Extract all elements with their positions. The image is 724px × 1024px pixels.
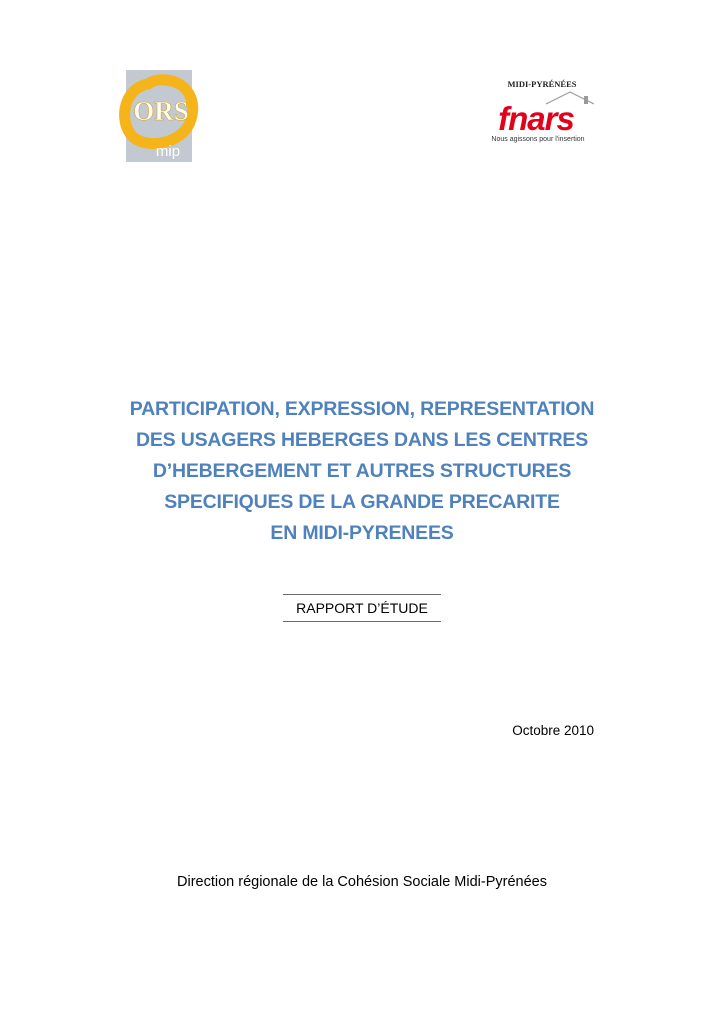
title-line: EN MIDI-PYRENEES xyxy=(270,522,454,544)
ors-mip-logo xyxy=(118,70,200,164)
title-line: DES USAGERS HEBERGES DANS LES CENTRES xyxy=(135,429,588,451)
mip-logo-text: mip xyxy=(155,143,181,160)
title-line: PARTICIPATION, EXPRESSION, REPRESENTATION xyxy=(129,398,595,420)
fnars-tagline-text: Nous agissons pour l'insertion xyxy=(491,136,585,143)
fnars-logo-graphic xyxy=(484,76,594,146)
report-date: Octobre 2010 xyxy=(512,723,594,738)
title-line: SPECIFIQUES DE LA GRANDE PRECARITE xyxy=(164,491,560,513)
publishing-organization: Direction régionale de la Cohésion Sociale Midi-Pyrénées xyxy=(177,874,547,890)
fnars-name-text: fnars xyxy=(498,100,574,137)
report-title xyxy=(100,394,624,549)
fnars-logo xyxy=(484,76,594,146)
ors-mip-logo-graphic xyxy=(118,70,200,164)
fnars-region-text: MIDI-PYRÉNÉES xyxy=(507,79,577,89)
title-line: D’HEBERGEMENT ET AUTRES STRUCTURES xyxy=(152,460,572,482)
ors-logo-text: ORS xyxy=(133,96,189,126)
report-type-label: RAPPORT D’ÉTUDE xyxy=(283,594,441,622)
